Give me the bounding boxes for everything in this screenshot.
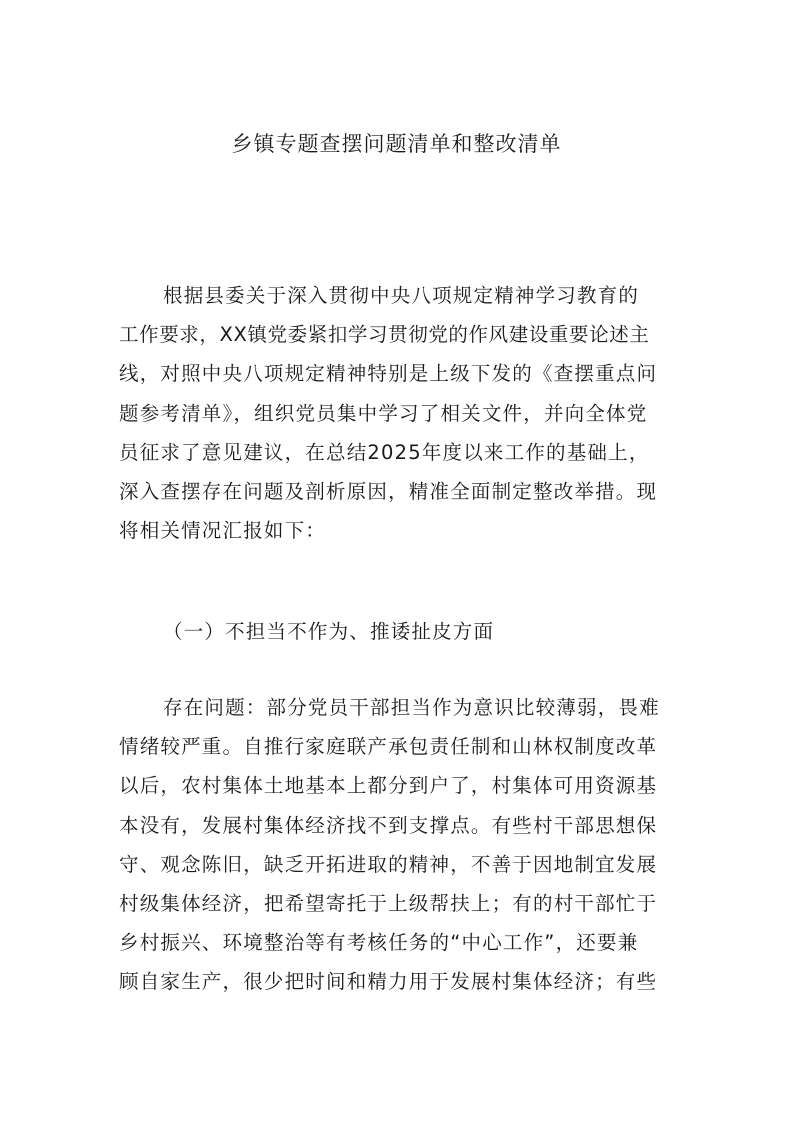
paragraph-line: 村级集体经济，把希望寄托于上级帮扶上；有的村干部忙于: [119, 891, 658, 915]
document-title: 乡镇专题查摆问题清单和整改清单: [231, 132, 562, 156]
paragraph-line: 员征求了意见建议，在总结2025年度以来工作的基础上，: [119, 440, 650, 464]
paragraph-line: 线，对照中央八项规定精神特别是上级下发的《查摆重点问: [119, 362, 658, 386]
paragraph-line: 守、观念陈旧，缺乏开拓进取的精神，不善于因地制宜发展: [119, 852, 658, 876]
paragraph-line: 乡村振兴、环境整治等有考核任务的“中心工作”，还要兼: [119, 931, 639, 955]
paragraph-line: 存在问题：部分党员干部担当作为意识比较薄弱，畏难: [163, 696, 660, 719]
section-heading: [119, 612, 675, 651]
paragraph-line: 根据县委关于深入贯彻中央八项规定精神学习教育的: [163, 284, 640, 307]
paragraph-line: 将相关情况汇报如下：: [119, 519, 327, 543]
paragraph-line: 本没有，发展村集体经济找不到支撑点。有些村干部思想保: [119, 813, 658, 837]
paragraph-line: 以后，农村集体土地基本上都分到户了，村集体可用资源基: [119, 774, 658, 798]
section-paragraph: [119, 688, 675, 1002]
paragraph-line: 深入查摆存在问题及剖析原因，精准全面制定整改举措。现: [119, 479, 658, 503]
paragraph-line: 情绪较严重。自推行家庭联产承包责任制和山林权制度改革: [119, 735, 658, 759]
intro-paragraph: [119, 276, 675, 550]
paragraph-line: 题参考清单》，组织党员集中学习了相关文件，并向全体党: [119, 401, 648, 425]
paragraph-line: 工作要求，XX镇党委紧扣学习贯彻党的作风建设重要论述主: [119, 323, 650, 347]
section-heading-text: （一）不担当不作为、推诿扯皮方面: [163, 620, 495, 643]
paragraph-line: 顾自家生产，很少把时间和精力用于发展村集体经济；有些: [119, 970, 658, 994]
